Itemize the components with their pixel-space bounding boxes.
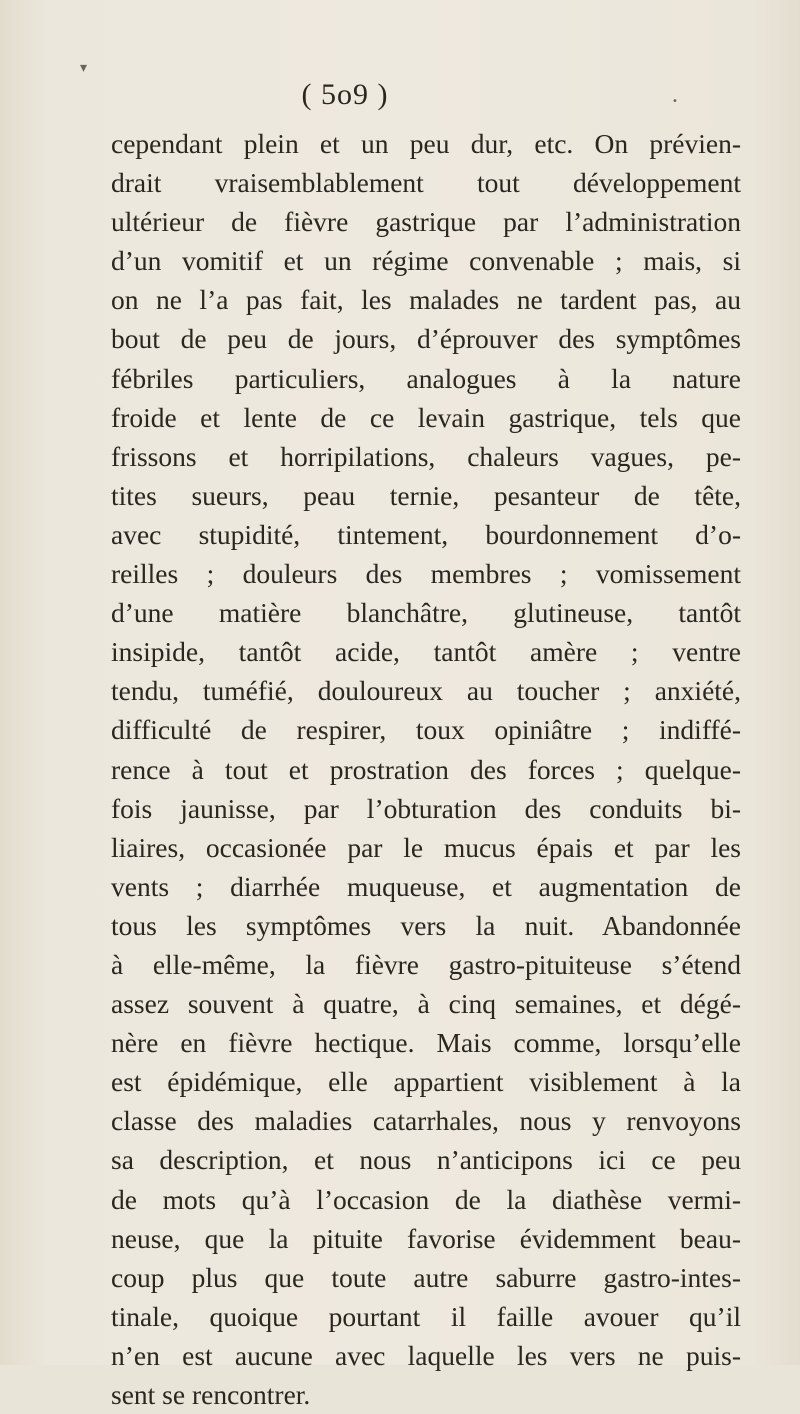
text-line: de mots qu’à l’occasion de la diathèse vermi- [111, 1183, 741, 1215]
text-line: d’un vomitif et un régime convenable ; mais, si [111, 245, 741, 277]
text-line: difficulté de respirer, toux opiniâtre ; indiffé- [111, 714, 741, 746]
ink-dot-mark: • [672, 96, 678, 107]
text-line: coup plus que toute autre saburre gastro-intes- [111, 1261, 741, 1293]
body-text [111, 124, 741, 1414]
text-line: reilles ; douleurs des membres ; vomissement [111, 558, 741, 590]
page-number: ( 5o9 ) [301, 78, 389, 111]
text-line: bout de peu de jours, d’éprouver des symptômes [111, 323, 741, 355]
text-line: est épidémique, elle appartient visiblement à la [111, 1066, 741, 1098]
text-line: insipide, tantôt acide, tantôt amère ; ventre [111, 636, 741, 668]
text-line: rence à tout et prostration des forces ; quelque- [111, 753, 741, 785]
text-line: à elle-même, la fièvre gastro-pituiteuse s’étend [111, 948, 741, 980]
ink-speck-mark: ▾ [80, 60, 88, 76]
text-line: drait vraisemblablement tout développement [111, 167, 741, 199]
text-line: tous les symptômes vers la nuit. Abandonnée [111, 909, 741, 941]
text-line: frissons et horripilations, chaleurs vagues, pe- [111, 440, 741, 472]
text-line: vents ; diarrhée muqueuse, et augmentation de [111, 870, 741, 902]
text-line: cependant plein et un peu dur, etc. On prévien- [111, 128, 741, 159]
text-line: nère en fièvre hectique. Mais comme, lorsqu’elle [111, 1027, 741, 1059]
text-line: assez souvent à quatre, à cinq semaines, et dégé- [111, 988, 741, 1020]
text-line: tendu, tuméfié, douloureux au toucher ; anxiété, [111, 675, 741, 707]
text-line: liaires, occasionée par le mucus épais et par les [111, 831, 741, 863]
text-line: froide et lente de ce levain gastrique, tels que [111, 401, 741, 433]
text-line: classe des maladies catarrhales, nous y renvoyons [111, 1105, 741, 1137]
text-line: sa description, et nous n’anticipons ici ce peu [111, 1144, 741, 1176]
text-line: fois jaunisse, par l’obturation des conduits bi- [111, 792, 741, 824]
text-line: ultérieur de fièvre gastrique par l’administration [111, 206, 741, 238]
text-line: n’en est aucune avec laquelle les vers ne puis- [111, 1339, 741, 1371]
text-line: d’une matière blanchâtre, glutineuse, tantôt [111, 597, 741, 629]
text-line: tinale, quoique pourtant il faille avouer qu’il [111, 1300, 741, 1332]
text-line: tites sueurs, peau ternie, pesanteur de tête, [111, 479, 741, 511]
text-line: avec stupidité, tintement, bourdonnement d’o- [111, 518, 741, 550]
text-line: neuse, que la pituite favorise évidemment beau- [111, 1222, 741, 1254]
text-line: fébriles particuliers, analogues à la nature [111, 362, 741, 394]
text-line: sent se rencontrer. [111, 1379, 311, 1410]
text-line: on ne l’a pas fait, les malades ne tardent pas, au [111, 284, 741, 316]
